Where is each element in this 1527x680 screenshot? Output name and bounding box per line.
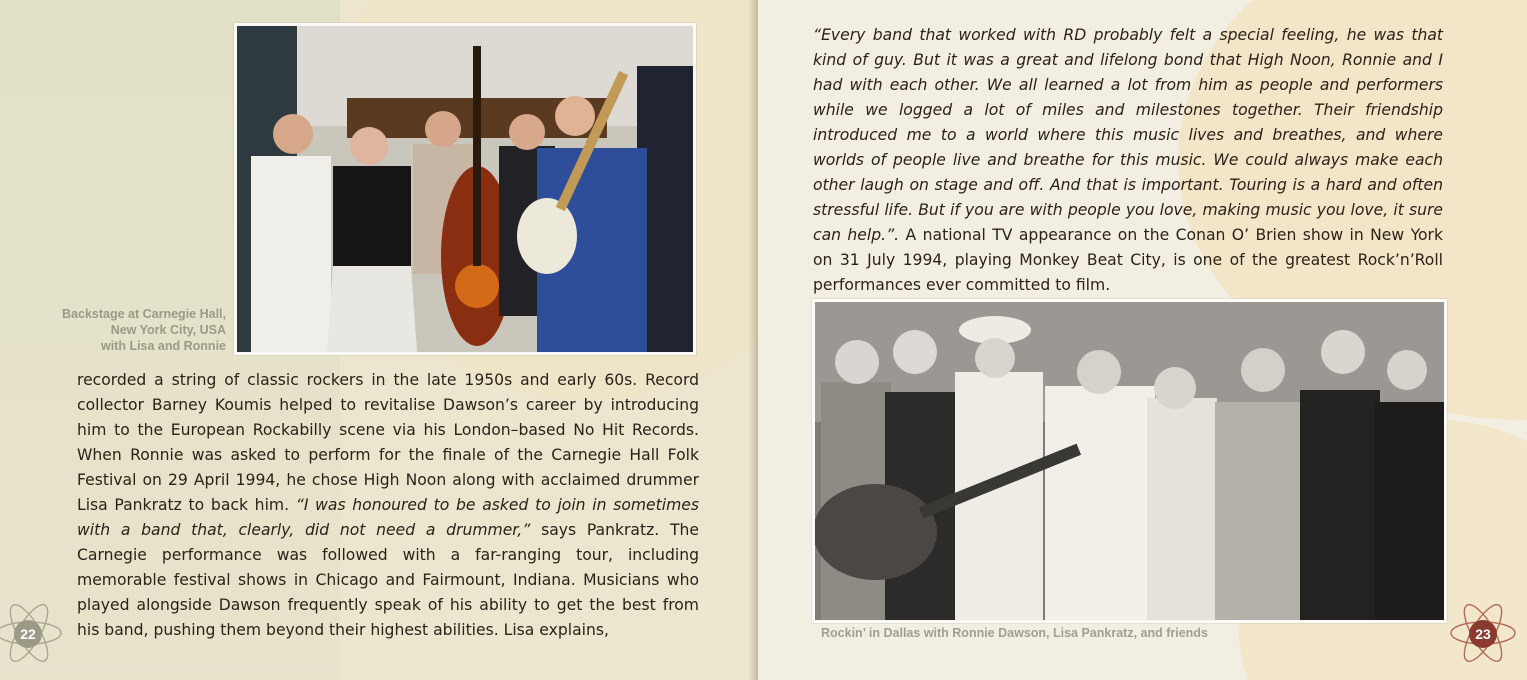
page-number-23: 23 <box>1469 620 1497 648</box>
lisa-quote: “Every band that worked with RD probably felt a special feeling, he was that kind of guy. But it was a great and lifelong bond that High Noon, Ronnie and I had with each other. We all learned a lot from him as people and performers while we logged a lot of miles and milestones together. Their friendship introduced me to a world where this music lives and breathes, and where worlds of people live and breathe for this music. We could always make each other laugh on stage and off. And that is important. Touring is a hard and often stressful life. But if you are with people you love, making music you love, it sure can help.”. <box>813 26 1443 244</box>
right-paragraph <box>813 23 1443 298</box>
dallas-photo <box>812 299 1447 623</box>
carnegie-hall-caption <box>46 306 226 354</box>
left-page <box>0 0 758 680</box>
carnegie-hall-photo-art <box>237 26 693 352</box>
pankratz-quote: “I was honoured to be asked to join in sometimes with a band that, clearly, did not need a drummer,” <box>77 496 700 539</box>
caption-line-3: with Lisa and Ronnie <box>100 339 226 353</box>
dallas-photo-art <box>815 302 1444 620</box>
left-body-text <box>77 368 699 643</box>
carnegie-hall-photo <box>234 23 696 355</box>
left-body-tail: says Pankratz. The Carnegie performance was followed with a far-ranging tour, including memorable festival shows in Chicago and Fairmount, Indiana. Musicians who played alongside Dawson frequently speak of his ability to get the best from his band, pushing them beyond their highest abilities. Lisa explains, <box>77 521 699 639</box>
right-body-text <box>813 23 1443 298</box>
left-body-lead: recorded a string of classic rockers in the late 1950s and early 60s. Record collector Barney Koumis helped to revitalise Dawson’s career by introducing him to the European Rockabilly scene via his London–based No Hit Records. When Ronnie was asked to perform for the finale of the Carnegie Hall Folk Festival on 29 April 1994, he chose High Noon along with acclaimed drummer Lisa Pankratz to back him. <box>77 371 699 514</box>
caption-line-2: New York City, USA <box>110 323 226 337</box>
dallas-caption: Rockin’ in Dallas with Ronnie Dawson, Lisa Pankratz, and friends <box>821 626 1208 640</box>
page-number-22: 22 <box>14 620 42 648</box>
right-body-tail: A national TV appearance on the Conan O’ Brien show in New York on 31 July 1994, playing Monkey Beat City, is one of the greatest Rock’n’Roll performances ever committed to film. <box>813 226 1443 294</box>
left-paragraph <box>77 368 699 643</box>
caption-line-1: Backstage at Carnegie Hall, <box>62 307 226 321</box>
